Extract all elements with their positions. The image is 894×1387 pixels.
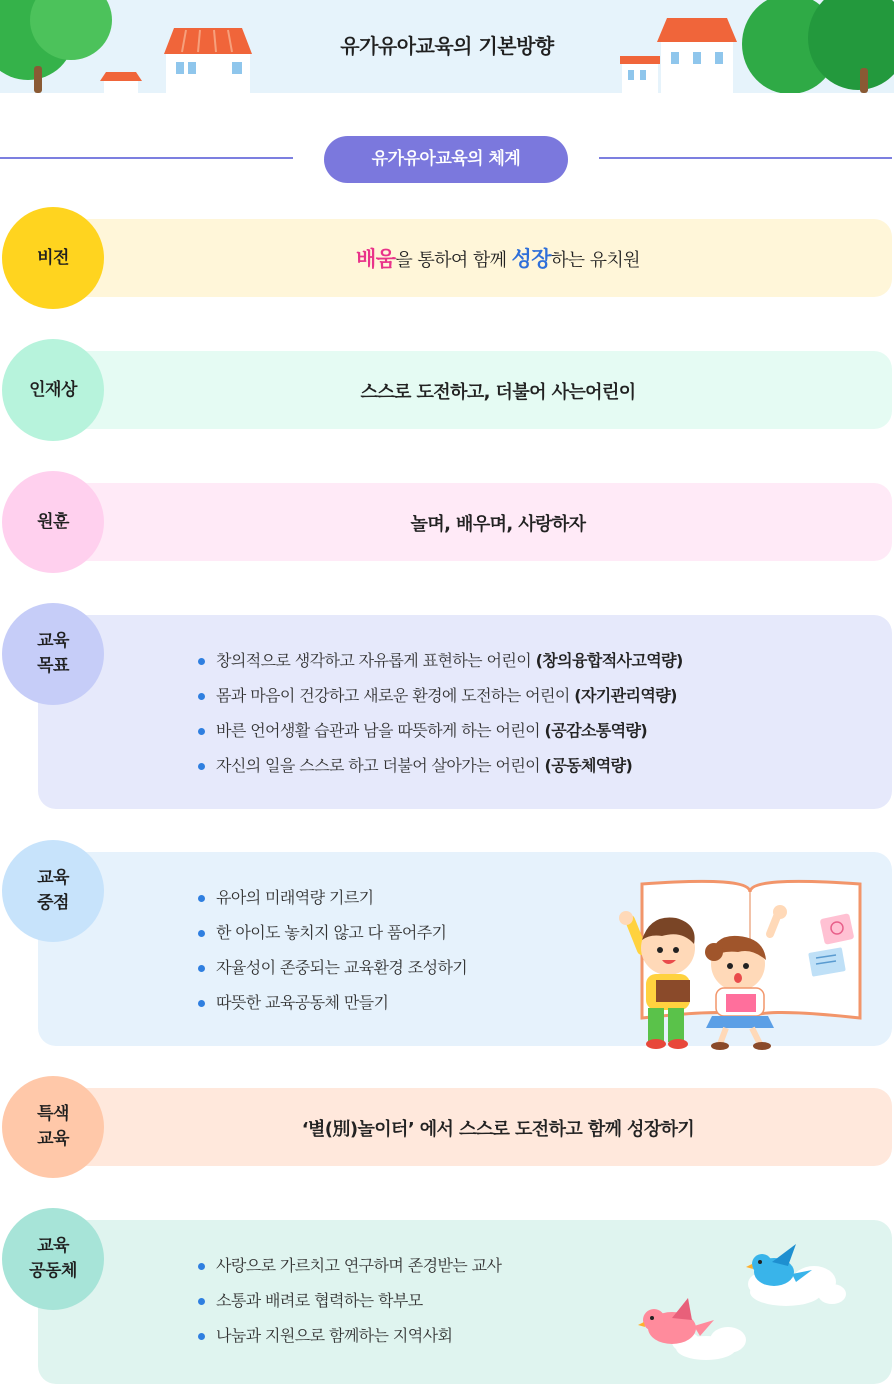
talent-bar — [38, 351, 892, 429]
kids-reading-icon — [610, 878, 870, 1054]
list-item: 따뜻한 교육공동체 만들기 — [198, 991, 467, 1026]
list-item: 자신의 일을 스스로 하고 더불어 살아가는 어린이 (공동체역량) — [198, 754, 683, 789]
list-item: 나눔과 지원으로 함께하는 지역사회 — [198, 1324, 501, 1359]
motto-label: 원훈 — [2, 471, 104, 573]
section-divider-right — [599, 157, 892, 159]
motto-bar — [38, 483, 892, 561]
special-text: ‘별(別)놀이터’ 에서 스스로 도전하고 함께 성장하기 — [301, 1119, 695, 1140]
vision-bar — [38, 219, 892, 297]
list-item: 자율성이 존중되는 교육환경 조성하기 — [198, 956, 467, 991]
focus-list — [198, 886, 467, 1026]
vision-highlight-learning: 배움 — [356, 247, 396, 271]
house-icon — [96, 70, 146, 93]
focus-label: 교육 중점 — [2, 840, 104, 942]
list-item: 유아의 미래역량 기르기 — [198, 886, 467, 921]
list-item: 소통과 배려로 협력하는 학부모 — [198, 1289, 501, 1324]
community-list — [198, 1254, 501, 1359]
vision-highlight-growth: 성장 — [511, 247, 551, 271]
section-divider-left — [0, 157, 293, 159]
bird-icon — [636, 1240, 856, 1366]
list-item: 사랑으로 가르치고 연구하며 존경받는 교사 — [198, 1254, 501, 1289]
header-banner — [0, 0, 894, 93]
motto-text: 놀며, 배우며, 사랑하자 — [410, 514, 586, 535]
special-label: 특색 교육 — [2, 1076, 104, 1178]
goal-label: 교육 목표 — [2, 603, 104, 705]
page-title: 유가유아교육의 기본방향 — [340, 34, 554, 58]
goal-list — [198, 649, 683, 789]
talent-label: 인재상 — [2, 339, 104, 441]
section-title: 유가유아교육의 체계 — [324, 136, 568, 183]
house-icon — [655, 16, 739, 93]
talent-text: 스스로 도전하고, 더불어 사는어린이 — [360, 382, 636, 403]
list-item: 한 아이도 놓치지 않고 다 품어주기 — [198, 921, 467, 956]
vision-label: 비전 — [2, 207, 104, 309]
list-item: 바른 언어생활 습관과 남을 따뜻하게 하는 어린이 (공감소통역량) — [198, 719, 683, 754]
list-item: 몸과 마음이 건강하고 새로운 환경에 도전하는 어린이 (자기관리역량) — [198, 684, 683, 719]
special-bar — [38, 1088, 892, 1166]
vision-text: 배움을 통하여 함께 성장하는 유치원 — [356, 247, 640, 271]
list-item: 창의적으로 생각하고 자유롭게 표현하는 어린이 (창의융합적사고역량) — [198, 649, 683, 684]
community-label: 교육 공동체 — [2, 1208, 104, 1310]
